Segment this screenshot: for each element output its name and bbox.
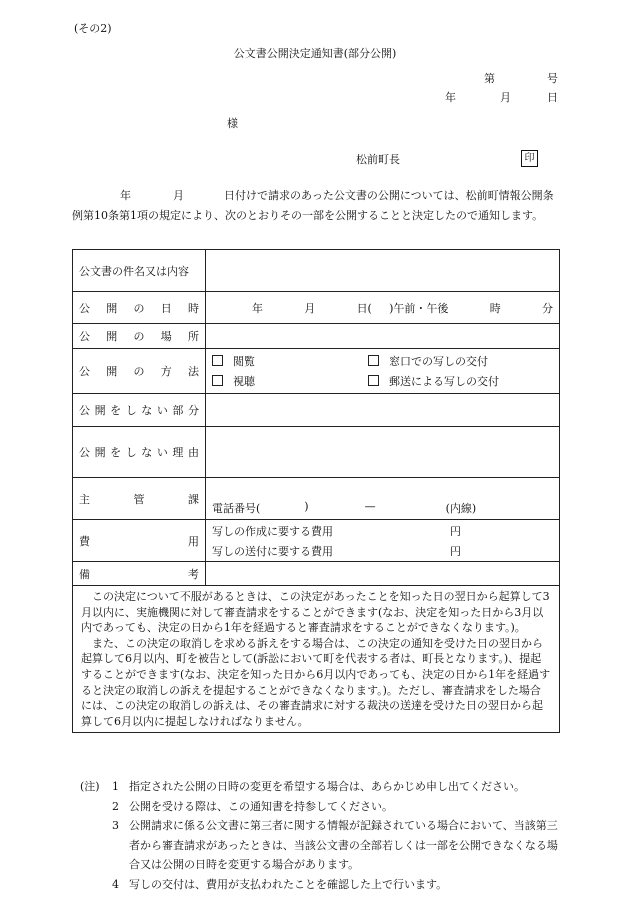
label-char: な [141,404,153,417]
value-datetime [206,292,560,324]
label-char: を [110,404,122,417]
notice-paragraph: この決定について不服があるときは、この決定があったことを知った日の翌日から起算して3月以内に、実施機関に対して審査請求をすることができます(なお、決定を知った日から3月以内であっても、決定の日から1年を経過すると審査請求をすることができなくなります。)。 [81,590,550,635]
dt-year: 年 [252,301,263,315]
label-char: 日 [160,301,172,315]
page-tag: (その2) [74,22,112,35]
label-char: 部 [172,404,184,417]
nonpublic-part-label-text [79,402,199,418]
label-char: 開 [94,446,106,459]
number-suffix: 号 [547,72,558,85]
label-datetime [73,292,206,324]
label-char: 分 [187,404,199,417]
label-nonpublic-part [73,394,206,427]
document-title: 公文書公開決定通知書(部分公開) [233,47,397,60]
table-row [73,562,560,586]
label-char: 備 [79,567,90,581]
disclosure-table [72,249,560,733]
method-option[interactable]: 視聴 [212,373,368,389]
date-month: 月 [500,91,511,104]
checkbox-icon[interactable] [368,375,379,386]
method-label-text [79,363,199,379]
datetime-label-text [79,300,199,316]
seal-mark: 印 [521,150,538,167]
footnote-item: 3 公開請求に係る公文書に第三者に関する情報が記録されている場合において、当該第三者から審査請求があったときは、当該公文書の全部若しくは一部を公開できなくなる場合又は公開の日時を変更する場合があります。 [112,819,558,871]
value-remarks [206,562,560,586]
label-document-title: 公文書の件名又は内容 [73,250,206,292]
checkbox-icon[interactable] [212,375,223,386]
issuer-name: 松前町長 [356,153,400,166]
table-row [73,586,560,733]
value-department [206,478,560,520]
label-char: な [141,446,153,459]
label-char: 用 [188,534,199,548]
label-char: 開 [94,404,106,417]
document-date [445,89,558,105]
label-char: し [125,404,137,417]
table-row [73,349,560,394]
footnote-item: 4 写しの交付は、費用が支払われたことを確認した上で行います。 [112,877,448,891]
table-row [73,324,560,349]
label-char: 公 [79,301,90,315]
label-char: 開 [106,365,118,378]
label-char: 管 [133,492,145,506]
method-option[interactable]: 窓口での写しの交付 [368,353,553,369]
appeal-notice [73,586,560,733]
label-char: 開 [106,330,118,343]
value-method [206,349,560,394]
label-char: し [125,446,137,459]
recipient-suffix: 様 [227,117,238,130]
value-fee [206,520,560,562]
date-day: 日 [547,91,558,104]
label-char: 理 [172,446,184,459]
value-document-title [206,250,560,292]
label-char: の [133,301,145,315]
value-place [206,324,560,349]
label-char: い [156,446,168,459]
dt-month: 月 [304,301,316,315]
label-char: 開 [106,301,118,315]
label-remarks [73,562,206,586]
footnote-prefix: (注) [80,780,100,793]
label-char: を [110,446,122,459]
label-char: 主 [79,492,90,506]
nonpublic-reason-label-text [79,444,199,460]
notice-paragraph: また、この決定の取消しを求める訴えをする場合は、この決定の通知を受けた日の翌日から起算して6月以内、町を被告として(訴訟において町を代表する者は、町長となります。)、提起することができます(なお、決定を知った日から6月以内であっても、決定の日から1年を経過すると決定の取消しの訴えを提起することができなくなります。)。ただし、審査請求をした場合には、この決定の取消しの訴えは、その審査請求に対する裁決の送達を受けた日の翌日から起算して6月以内に提起しなければなりません。 [81,636,551,728]
label-char: 費 [79,534,90,548]
phone-line [212,500,553,516]
dt-ampm: )午前・午後 [389,301,449,315]
phone-dash: — [364,500,376,513]
table-row [73,394,560,427]
label-char: 所 [188,330,199,343]
table-row [73,292,560,324]
place-label-text [79,328,199,344]
label-method [73,349,206,394]
intro-year: 年 [120,189,131,202]
checkbox-icon[interactable] [212,355,223,366]
table-row [73,427,560,478]
label-char: 方 [160,365,172,378]
fee-label-text [79,533,199,549]
number-prefix: 第 [484,72,495,85]
footnote-item: 2 公開を受ける際は、この通知書を持参してください。 [112,799,393,813]
document-number [484,70,558,86]
fee-line: 写しの作成に要する費用 円 [212,524,461,538]
label-nonpublic-reason [73,427,206,478]
table-row [73,520,560,562]
phone-close: ) [304,500,309,513]
method-option[interactable]: 閲覧 [212,353,368,369]
intro-text: 日付けで請求のあった公文書の公開については、松前町情報公開条例第10条第1項の規定により、次のとおりその一部を公開することと決定したので通知します。 [72,189,554,222]
footnotes [72,777,560,894]
label-char: の [133,365,145,378]
label-char: の [133,330,145,343]
label-char: 考 [188,567,199,581]
phone-label: 電話番号( [212,502,261,515]
phone-extension: (内線) [445,502,477,515]
label-char: い [156,404,168,417]
label-fee [73,520,206,562]
table-row [73,250,560,292]
label-char: 法 [188,365,199,378]
label-department [73,478,206,520]
value-nonpublic-part [206,394,560,427]
footnote-item: (注) 1 指定された公開の日時の変更を希望する場合は、あらかじめ申し出てください。 [72,777,560,797]
label-place [73,324,206,349]
label-char: 時 [188,301,199,315]
label-char: 由 [187,446,199,459]
label-char: 場 [160,330,172,343]
fee-line: 写しの送付に要する費用 円 [212,544,461,558]
dt-hour: 時 [489,301,501,315]
dt-day: 日( [356,301,372,315]
date-year: 年 [445,91,456,104]
department-label-text [79,491,199,507]
table-row [73,478,560,520]
value-nonpublic-reason [206,427,560,478]
method-option[interactable]: 郵送による写しの交付 [368,373,553,389]
intro-paragraph [72,186,560,226]
checkbox-icon[interactable] [368,355,379,366]
label-char: 公 [79,446,90,459]
label-char: 公 [79,365,90,378]
label-char: 公 [79,330,90,343]
label-char: 課 [188,492,199,506]
dt-minute: 分 [542,301,553,315]
remarks-label-text [79,566,199,582]
intro-month: 月 [173,189,184,202]
label-char: 公 [79,404,90,417]
